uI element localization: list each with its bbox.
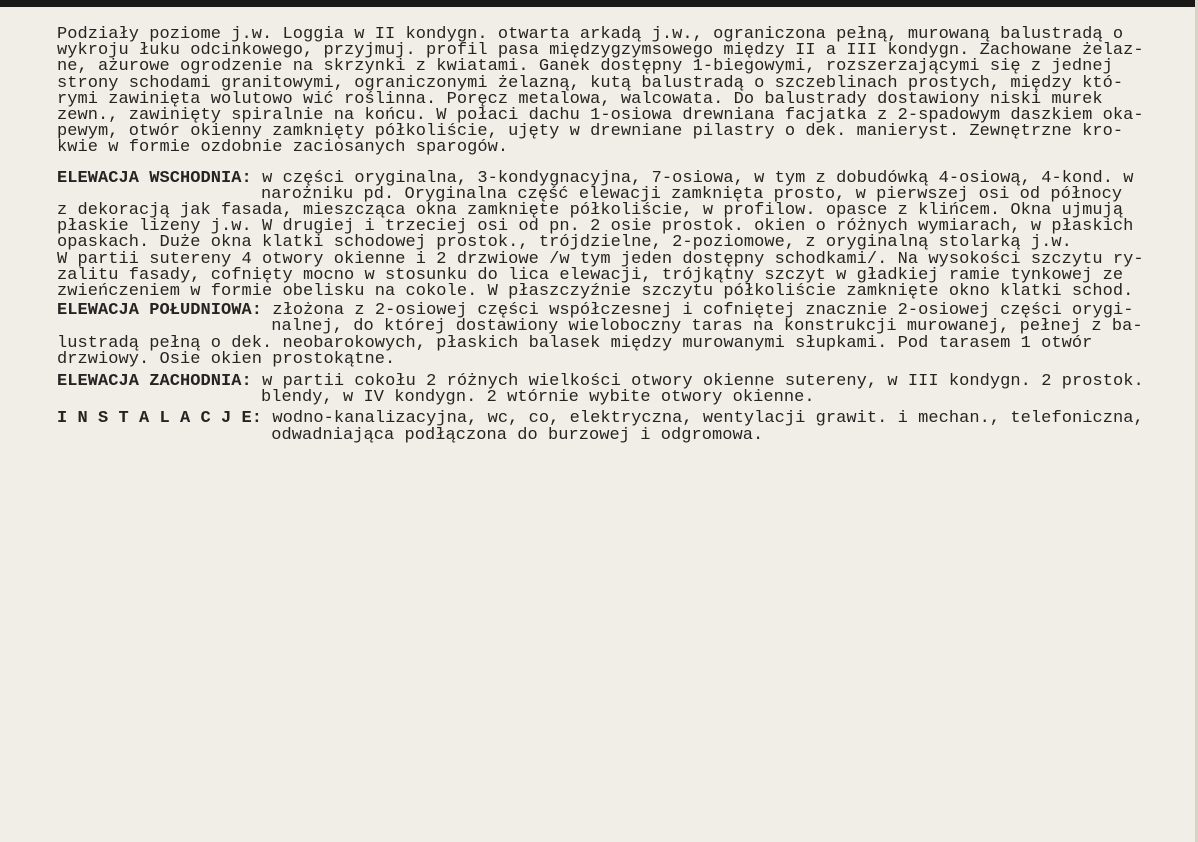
text-line: opaskach. Duże okna klatki schodowej prostok., trójdzielne, 2-poziomowe, z oryginalną stolarką j.w. <box>57 233 1072 253</box>
text-line: nalnej, do której dostawiony wieloboczny taras na konstrukcji murowanej, pełnej z ba- <box>271 317 1143 337</box>
text-line: lustradą pełną o dek. neobarokowych, płaskich balasek między murowanymi słupkami. Pod tarasem 1 otwór <box>57 333 1093 353</box>
text-line: odwadniająca podłączona do burzowej i odgromowa. <box>271 425 764 445</box>
text-line: strony schodami granitowymi, ograniczonymi żelazną, kutą balustradą o szczeblinach prostych, między któ- <box>57 73 1124 93</box>
text-line: kwie w formie ozdobnie zaciosanych sparogów. <box>57 138 509 158</box>
text-line: blendy, w IV kondygn. 2 wtórnie wybite otwory okienne. <box>261 388 815 408</box>
section-heading: ELEWACJA POŁUDNIOWA: <box>57 301 263 321</box>
text-line: ne, ażurowe ogrodzenie na skrzynki z kwiatami. Ganek dostępny 1-biegowymi, rozszerzającymi się z jednej <box>57 57 1113 77</box>
text-line: drzwiowy. Osie okien prostokątne. <box>57 349 396 369</box>
text-line: wykroju łuku odcinkowego, przyjmuj. profil pasa międzygzymsowego między II a III kondygn. Zachowane żelaz- <box>57 41 1144 61</box>
text-line: zalitu fasady, cofnięty mocno w stosunku do lica elewacji, trójkątny szczyt w gładkiej ramie tynkowej ze <box>57 265 1124 285</box>
section-elewacjawschodnia <box>57 168 1177 302</box>
section-text: złożona z 2-osiowej części współczesnej i cofniętej znacznie 2-osiowej części orygi- <box>272 301 1134 321</box>
section-text: w części oryginalna, 3-kondygnacyjna, 7-osiowa, w tym z dobudówką 4-osiową, 4-kond. w <box>262 168 1134 188</box>
section-heading: ELEWACJA WSCHODNIA: <box>57 168 252 188</box>
text-line: płaskie lizeny j.w. W drugiej i trzeciej osi od pn. 2 osie prostok. okien o różnych wymiarach, w płaskich <box>57 217 1134 237</box>
section-instalacje <box>57 411 1177 443</box>
text-line: pewym, otwór okienny zamknięty półkoliście, ujęty w drewniane pilastry o dek. manieryst. Zewnętrzne kro- <box>57 122 1124 142</box>
section-elewacjazachodnia <box>57 374 1177 406</box>
section-heading: I N S T A L A C J E: <box>57 409 263 429</box>
section-text: wodno-kanalizacyjna, wc, co, elektryczna, wentylacji grawit. i mechan., telefoniczna, <box>272 409 1144 429</box>
text-line: Podziały poziome j.w. Loggia w II kondygn. otwarta arkadą j.w., ograniczona pełną, murowaną balustradą o <box>57 25 1124 44</box>
section-text: w partii cokołu 2 różnych wielkości otwory okienne sutereny, w III kondygn. 2 prostok. <box>262 372 1144 392</box>
text-line: zwieńczeniem w formie obelisku na cokole. W płaszczyźnie szczytu półkoliście zamknięte okno klatki schod. <box>57 282 1134 302</box>
typewritten-document <box>57 27 1177 444</box>
text-line: zewn., zawinięty spiralnie na końcu. W połaci dachu 1-osiowa drewniana facjatka z 2-spadowym daszkiem oka- <box>57 106 1144 126</box>
scan-top-edge <box>0 0 1198 7</box>
intro-paragraph <box>57 27 1177 157</box>
text-line: W partii sutereny 4 otwory okienne i 2 drzwiowe /w tym jeden dostępny schodkami/. Na wysokości szczytu ry- <box>57 249 1144 269</box>
section-elewacjapołudniowa <box>57 303 1177 368</box>
section-heading: ELEWACJA ZACHODNIA: <box>57 372 252 392</box>
text-line: rymi zawinięta wolutowo wić roślinna. Poręcz metalowa, walcowata. Do balustrady dostawiony niski murek <box>57 89 1103 109</box>
text-line: narożniku pd. Oryginalna część elewacji zamknięta prosto, w pierwszej osi od północy <box>261 184 1123 204</box>
text-line: z dekoracją jak fasada, mieszcząca okna zamknięte półkoliście, w profilow. opasce z klińcem. Okna ujmują <box>57 201 1124 221</box>
